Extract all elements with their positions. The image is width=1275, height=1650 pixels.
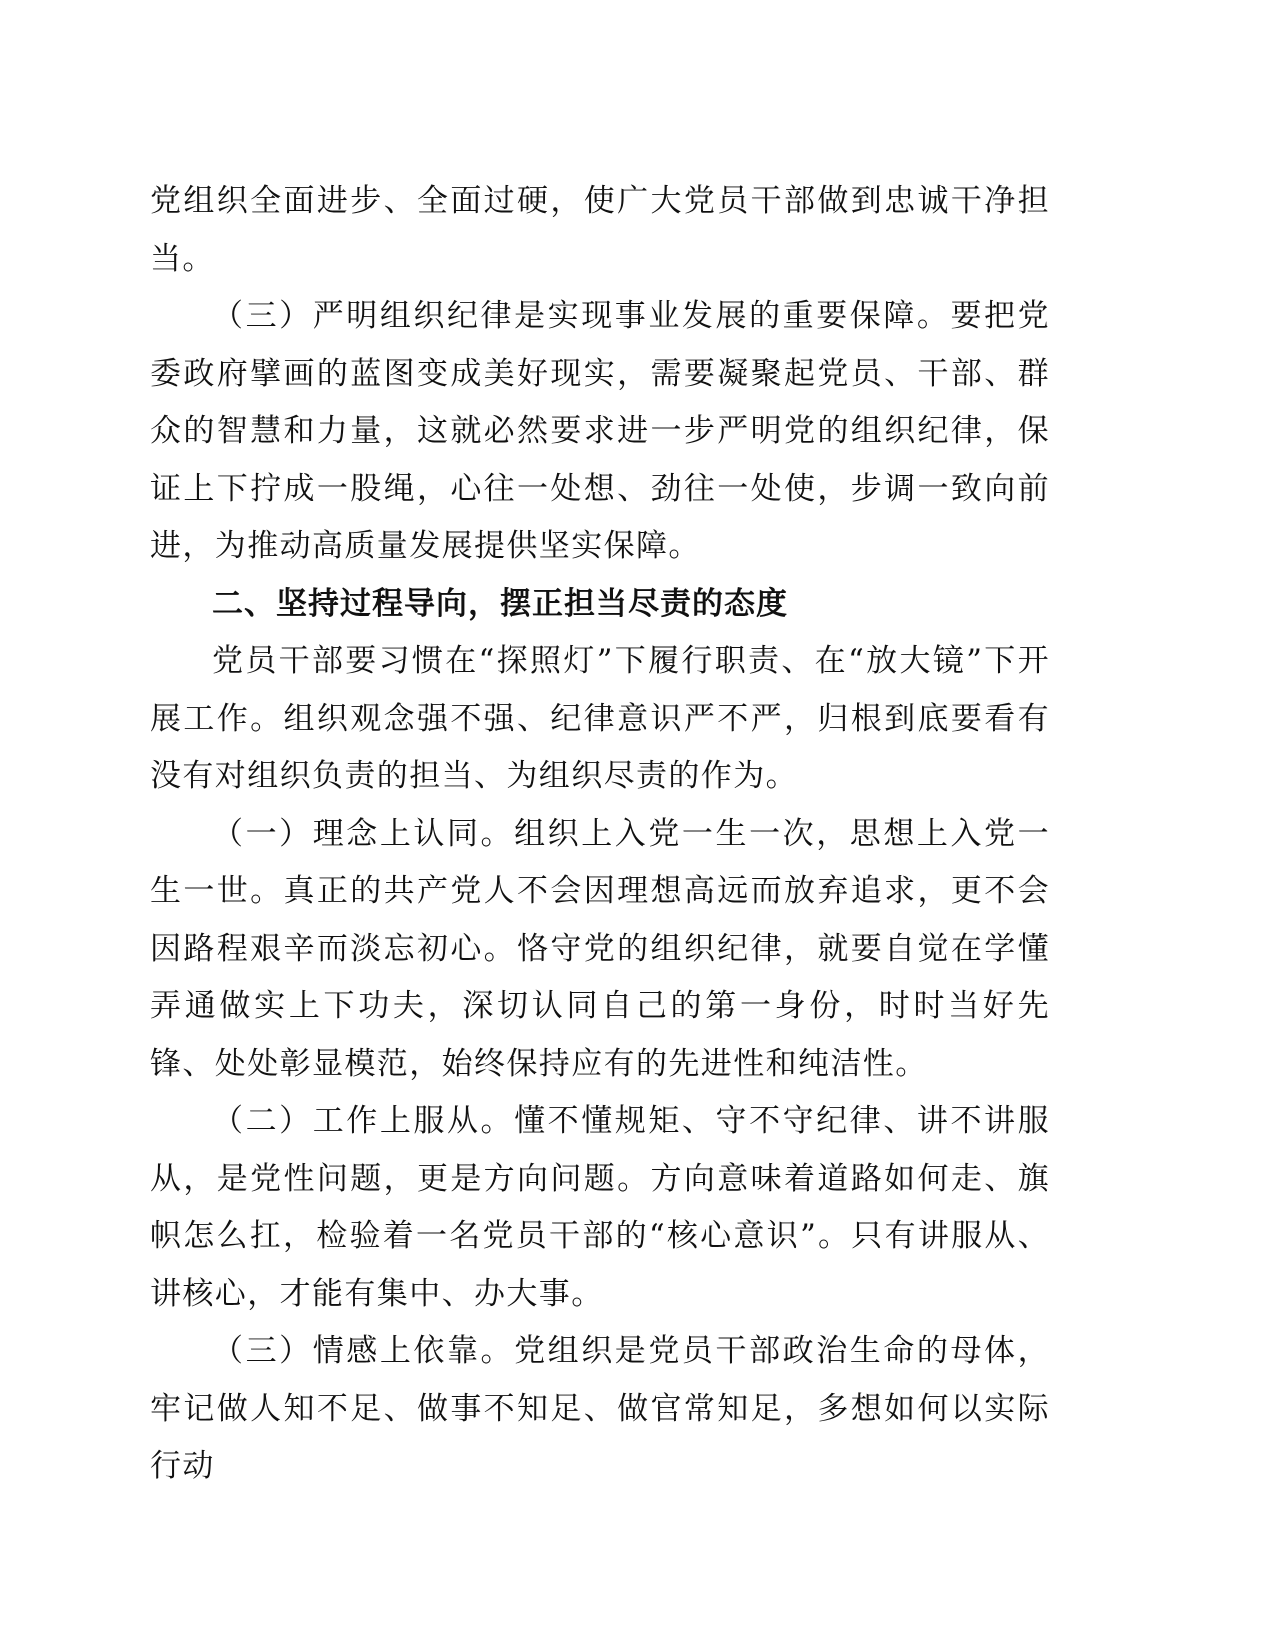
paragraph-continuation: 党组织全面进步、全面过硬，使广大党员干部做到忠诚干净担当。 — [150, 183, 1050, 277]
document-body — [150, 173, 1050, 1496]
paragraph-subsection-2: （二）工作上服从。懂不懂规矩、守不守纪律、讲不讲服从，是党性问题，更是方向问题。方向意味着道路如何走、旗帜怎么扛，检验着一名党员干部的“核心意识”。只有讲服从、讲核心，才能有集中、办大事。 — [150, 1103, 1050, 1312]
paragraph-section-3-discipline: （三）严明组织纪律是实现事业发展的重要保障。要把党委政府擘画的蓝图变成美好现实，需要凝聚起党员、干部、群众的智慧和力量，这就必然要求进一步严明党的组织纪律，保证上下拧成一股绳，心往一处想、劲往一处使，步调一致向前进，为推动高质量发展提供坚实保障。 — [150, 298, 1050, 564]
paragraph-subsection-3: （三）情感上依靠。党组织是党员干部政治生命的母体，牢记做人知不足、做事不知足、做官常知足，多想如何以实际行动 — [150, 1333, 1050, 1484]
section-heading-2: 二、坚持过程导向，摆正担当尽责的态度 — [212, 585, 788, 622]
paragraph-subsection-1: （一）理念上认同。组织上入党一生一次，思想上入党一生一世。真正的共产党人不会因理想高远而放弃追求，更不会因路程艰辛而淡忘初心。恪守党的组织纪律，就要自觉在学懂弄通做实上下功夫，深切认同自己的第一身份，时时当好先锋、处处彰显模范，始终保持应有的先进性和纯洁性。 — [150, 815, 1050, 1082]
paragraph-section-2-intro: 党员干部要习惯在“探照灯”下履行职责、在“放大镜”下开展工作。组织观念强不强、纪律意识严不严，归根到底要看有没有对组织负责的担当、为组织尽责的作为。 — [150, 643, 1050, 794]
